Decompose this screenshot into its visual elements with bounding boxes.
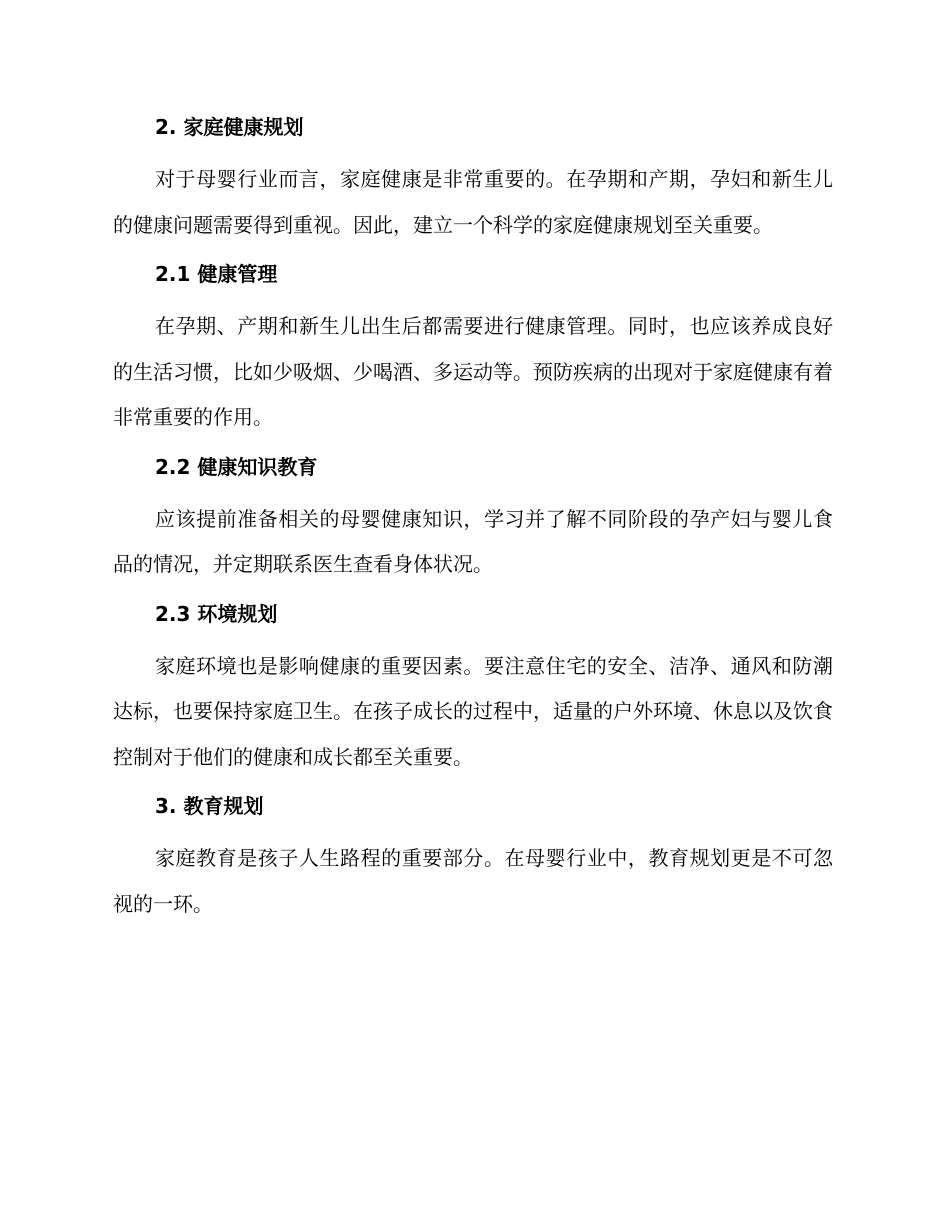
section-paragraph: 家庭教育是孩子人生路程的重要部分。在母婴行业中，教育规划更是不可忽视的一环。: [113, 846, 833, 916]
section-heading: 2.3 环境规划: [155, 601, 278, 626]
section-paragraph: 家庭环境也是影响健康的重要因素。要注意住宅的安全、洁净、通风和防潮达标，也要保持家庭卫生。在孩子成长的过程中，适量的户外环境、休息以及饮食控制对于他们的健康和成长都至关重要。: [113, 653, 833, 769]
section-heading: 3. 教育规划: [155, 794, 264, 818]
section-heading: 2.2 健康知识教育: [155, 454, 318, 479]
section-heading: 2.1 健康管理: [155, 262, 278, 286]
section-paragraph: 在孕期、产期和新生儿出生后都需要进行健康管理。同时，也应该养成良好的生活习惯，比如少吸烟、少喝酒、多运动等。预防疾病的出现对于家庭健康有着非常重要的作用。: [113, 314, 833, 429]
section-paragraph: 对于母婴行业而言，家庭健康是非常重要的。在孕期和产期，孕妇和新生儿的健康问题需要得到重视。因此，建立一个科学的家庭健康规划至关重要。: [113, 167, 833, 237]
section-paragraph: 应该提前准备相关的母婴健康知识，学习并了解不同阶段的孕产妇与婴儿食品的情况，并定期联系医生查看身体状况。: [113, 506, 833, 576]
section-heading: 2. 家庭健康规划: [155, 115, 304, 139]
document-body: [113, 111, 833, 927]
